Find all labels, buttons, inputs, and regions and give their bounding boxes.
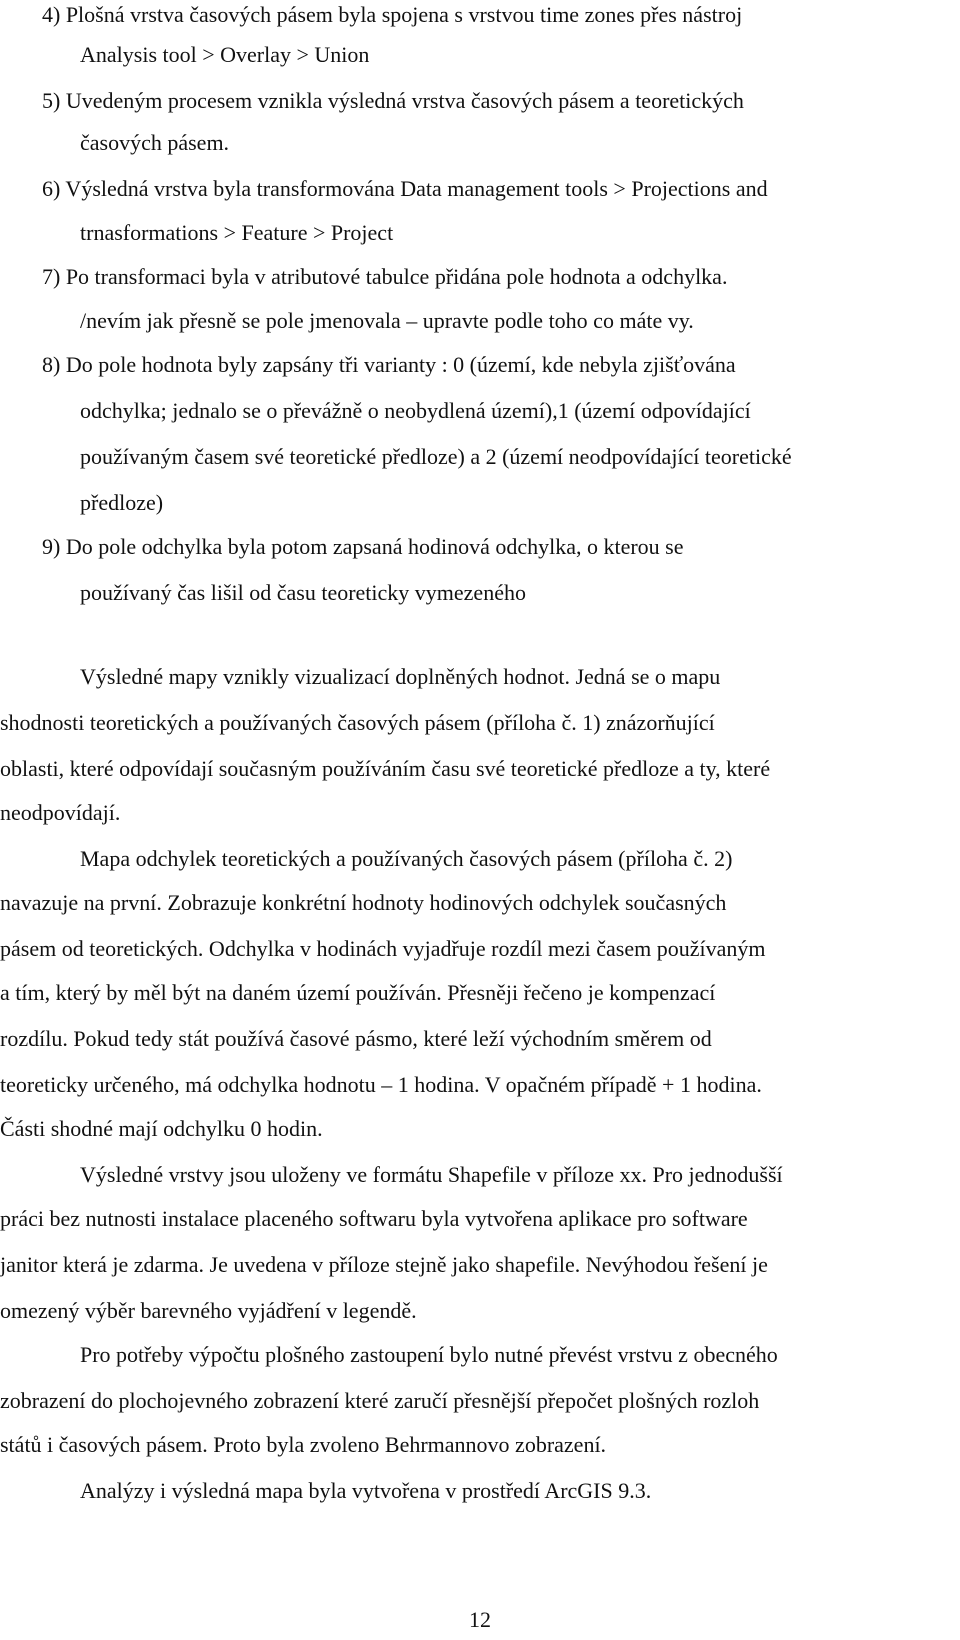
paragraph-2-line-7: Části shodné mají odchylku 0 hodin. (0, 1116, 323, 1141)
page-number: 12 (469, 1607, 491, 1632)
paragraph-5-line-1: Analýzy i výsledná mapa byla vytvořena v prostředí ArcGIS 9.3. (80, 1478, 652, 1503)
paragraph-2-line-4: a tím, který by měl být na daném území používán. Přesněji řečeno je kompenzací (0, 980, 716, 1005)
list-item-7-line-1: 7) Po transformaci byla v atributové tabulce přidána pole hodnota a odchylka. (42, 264, 728, 289)
list-item-6-line-2: trnasformations > Feature > Project (80, 220, 394, 245)
paragraph-4-line-1: Pro potřeby výpočtu plošného zastoupení bylo nutné převést vrstvu z obecného (80, 1342, 778, 1367)
list-item-8-line-1: 8) Do pole hodnota byly zapsány tři varianty : 0 (území, kde nebyla zjišťována (42, 352, 736, 377)
list-item-text: 4) Plošná vrstva časových pásem byla spojena s vrstvou time zones přes nástroj (42, 2, 743, 27)
paragraph-2-line-2: navazuje na první. Zobrazuje konkrétní hodnoty hodinových odchylek současných (0, 890, 727, 915)
paragraph-3-line-2: práci bez nutnosti instalace placeného softwaru byla vytvořena aplikace pro software (0, 1206, 748, 1231)
paragraph-1-line-1: Výsledné mapy vznikly vizualizací doplněných hodnot. Jedná se o mapu (80, 664, 721, 689)
list-item-4-line-2: Analysis tool > Overlay > Union (80, 42, 370, 67)
paragraph-1-line-3: oblasti, které odpovídají současným používáním času své teoretické předloze a ty, které (0, 756, 771, 781)
list-item-4-line-1 (42, 0, 918, 30)
paragraph-4-line-3: států i časových pásem. Proto byla zvoleno Behrmannovo zobrazení. (0, 1432, 607, 1457)
list-item-5-line-1: 5) Uvedeným procesem vznikla výsledná vrstva časových pásem a teoretických (42, 88, 744, 113)
paragraph-2-line-3: pásem od teoretických. Odchylka v hodinách vyjadřuje rozdíl mezi časem používaným (0, 936, 766, 961)
list-item-9-line-1: 9) Do pole odchylka byla potom zapsaná hodinová odchylka, o kterou se (42, 534, 684, 559)
paragraph-3-line-3: janitor která je zdarma. Je uvedena v příloze stejně jako shapefile. Nevýhodou řešení je (0, 1252, 768, 1277)
paragraph-1-line-4: neodpovídají. (0, 800, 121, 825)
list-item-8-line-4: předloze) (80, 490, 164, 515)
list-item-9-line-2: používaný čas lišil od času teoreticky vymezeného (80, 580, 526, 605)
list-item-7-line-2: /nevím jak přesně se pole jmenovala – upravte podle toho co máte vy. (80, 308, 694, 333)
paragraph-2-line-1: Mapa odchylek teoretických a používaných časových pásem (příloha č. 2) (80, 846, 733, 871)
paragraph-2-line-5: rozdílu. Pokud tedy stát používá časové pásmo, které leží východním směrem od (0, 1026, 712, 1051)
paragraph-2-line-6: teoreticky určeného, má odchylka hodnotu – 1 hodina. V opačném případě + 1 hodina. (0, 1072, 762, 1097)
paragraph-3-line-4: omezený výběr barevného vyjádření v legendě. (0, 1298, 417, 1323)
list-item-6-line-1: 6) Výsledná vrstva byla transformována Data management tools > Projections and (42, 176, 768, 201)
list-item-8-line-2: odchylka; jednalo se o převážně o neobydlená území),1 (území odpovídající (80, 398, 751, 423)
list-item-8-line-3: používaným časem své teoretické předloze) a 2 (území neodpovídající teoretické (80, 444, 792, 469)
paragraph-4-line-2: zobrazení do plochojevného zobrazení které zaručí přesnější přepočet plošných rozloh (0, 1388, 760, 1413)
paragraph-3-line-1: Výsledné vrstvy jsou uloženy ve formátu Shapefile v příloze xx. Pro jednodušší (80, 1162, 783, 1187)
paragraph-1-line-2: shodnosti teoretických a používaných časových pásem (příloha č. 1) znázorňující (0, 710, 715, 735)
list-item-5-line-2: časových pásem. (80, 130, 230, 155)
